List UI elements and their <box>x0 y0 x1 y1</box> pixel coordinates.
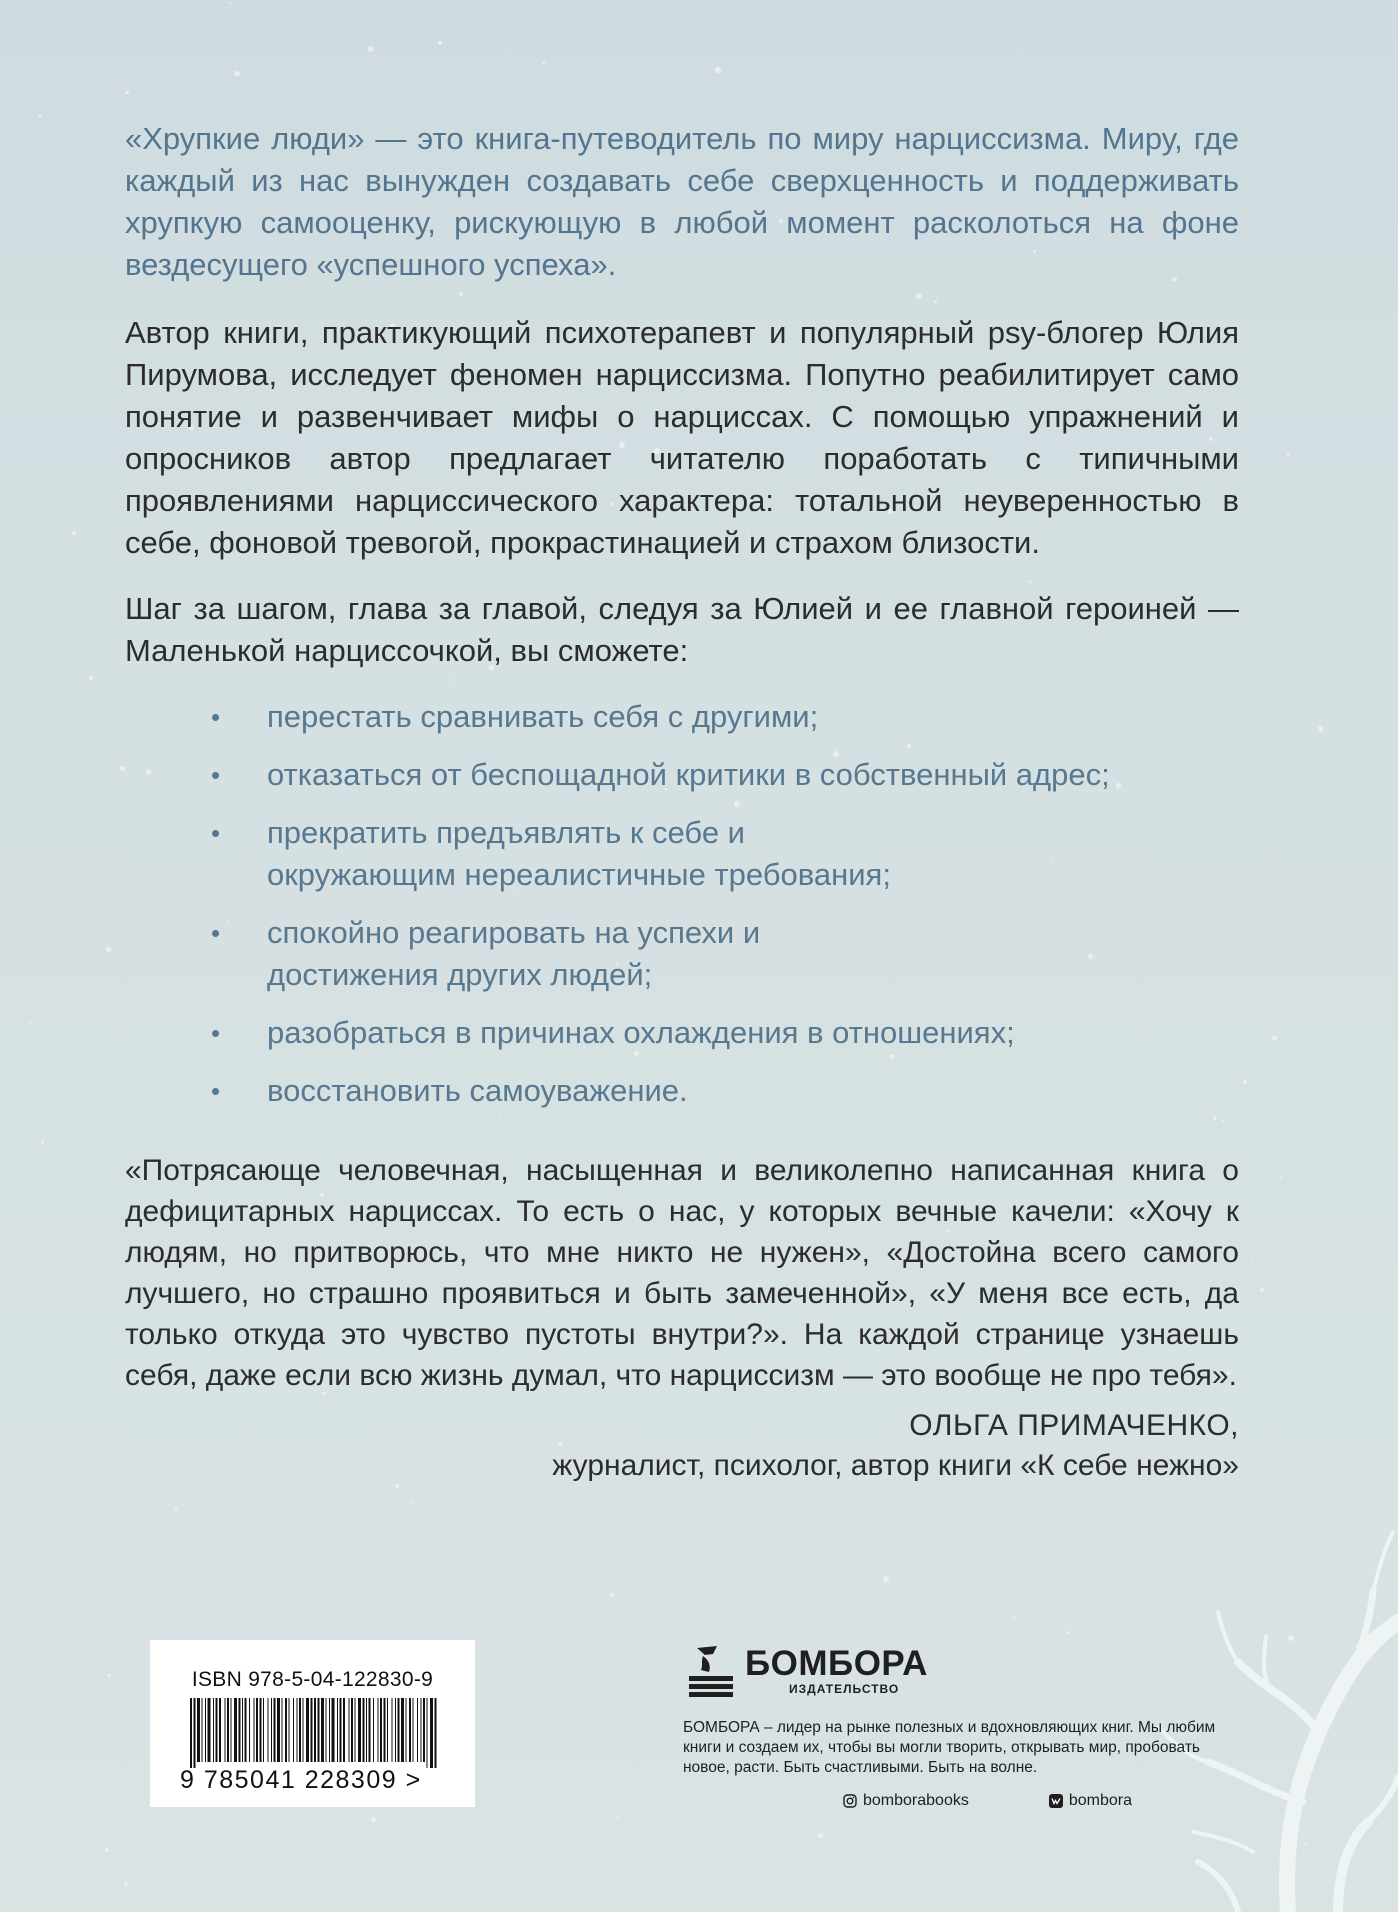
barcode-bar <box>366 1698 367 1762</box>
snow-speck <box>1013 1617 1016 1620</box>
barcode-bars <box>190 1698 440 1768</box>
barcode-bar <box>355 1698 356 1762</box>
snow-speck <box>229 2 232 5</box>
barcode-bar <box>299 1698 301 1762</box>
barcode-bar <box>274 1698 276 1762</box>
barcode-bar <box>384 1698 386 1762</box>
barcode-bar <box>369 1698 371 1762</box>
quote-attribution <box>125 1406 1239 1486</box>
snow-speck <box>1272 1036 1277 1041</box>
snow-speck <box>29 1021 31 1023</box>
barcode-bar <box>351 1698 353 1762</box>
author-paragraph: Автор книги, практикующий психотерапевт и популярный psy-блогер Юлия Пирумова, исследует феномен нарциссизма. Попутно реабилитирует само понятие и развенчивает мифы о нарциссах. С помощью упражнений и опросников автор предлагает читателю поработать с типичными проявлениями нарциссического характера: тотальной неуверенностью в себе, фоновой тревогой, прокрастинацией и страхом близости. <box>125 315 1239 560</box>
barcode-bar <box>427 1698 428 1768</box>
barcode-bar <box>363 1698 365 1762</box>
barcode-bar <box>332 1698 335 1762</box>
barcode-bar <box>242 1698 243 1762</box>
snow-speck <box>234 71 239 76</box>
snow-speck <box>38 115 41 118</box>
barcode-bar <box>245 1698 247 1762</box>
barcode-bar <box>271 1698 272 1762</box>
snow-speck <box>371 1817 376 1822</box>
social-link <box>843 1792 969 1810</box>
barcode-bar <box>205 1698 206 1762</box>
barcode-bar <box>395 1698 396 1762</box>
barcode-bar <box>197 1698 200 1762</box>
attribution-role: журналист, психолог, автор книги «К себе нежно» <box>552 1449 1239 1482</box>
snow-speck <box>105 1848 109 1852</box>
barcode-bar <box>216 1698 218 1762</box>
snow-speck <box>107 1674 110 1677</box>
vk-icon <box>1049 1794 1063 1808</box>
snow-speck <box>174 1507 178 1511</box>
barcode-bar <box>318 1698 320 1762</box>
instagram-icon <box>843 1794 857 1808</box>
barcode-bar <box>392 1698 393 1762</box>
barcode-bar <box>303 1698 304 1762</box>
snow-speck <box>438 41 442 45</box>
snow-speck <box>610 1593 614 1597</box>
publisher-description: БОМБОРА – лидер на рынке полезных и вдохновляющих книг. Мы любим книги и создаем их, чтобы вы могли творить, открывать мир, пробовать новое, расти. Быть счастливыми. Быть на волне. <box>683 1719 1216 1776</box>
barcode-bar <box>202 1698 203 1762</box>
barcode-bar <box>239 1698 241 1762</box>
lead-paragraph: «Хрупкие люди» — это книга-путеводитель по миру нарциссизма. Миру, где каждый из нас вынужден создавать себе сверхценность и поддерживать хрупкую самооценку, рискующую в любой момент расколоться на фоне вездесущего «успешного успеха». <box>125 121 1239 282</box>
barcode-bar <box>256 1698 258 1762</box>
snow-speck <box>617 1816 619 1818</box>
barcode-bar <box>343 1698 345 1762</box>
snow-speck <box>715 67 721 73</box>
barcode-bar <box>421 1698 422 1762</box>
publisher-socials <box>683 1792 1243 1810</box>
barcode-bar <box>208 1698 211 1762</box>
barcode-bar <box>227 1698 229 1762</box>
publisher-subtitle: ИЗДАТЕЛЬСТВО <box>789 1682 900 1696</box>
barcode-bar <box>234 1698 237 1762</box>
barcode-bar <box>190 1698 192 1768</box>
barcode-bar <box>213 1698 214 1762</box>
list-item: • спокойно реагировать на успехи и достижения других людей; <box>125 912 907 996</box>
barcode-bar <box>430 1698 433 1768</box>
barcode-bar <box>314 1698 316 1762</box>
publisher-brand <box>745 1646 928 1696</box>
barcode-bar <box>387 1698 388 1762</box>
social-handle: bomborabooks <box>863 1792 969 1809</box>
snow-speck <box>95 354 97 356</box>
snow-speck <box>72 531 76 535</box>
barcode-bar <box>289 1698 290 1762</box>
list-item: • перестать сравнивать себя с другими; <box>125 696 1239 738</box>
barcode-digits: 9 785041 228309 > <box>180 1766 422 1794</box>
barcode-bar <box>329 1698 330 1762</box>
barcode-bar <box>268 1698 269 1762</box>
barcode-bar <box>401 1698 404 1762</box>
steps-intro: Шаг за шагом, глава за главой, следуя за Юлией и ее главной героиней — Маленькой нарциссочкой, вы сможете: <box>125 591 1239 668</box>
list-item: • восстановить самоуважение. <box>125 1070 1239 1112</box>
barcode-bar <box>285 1698 287 1762</box>
barcode-bar <box>358 1698 361 1762</box>
barcode-bar <box>321 1698 324 1762</box>
snow-speck <box>368 46 374 52</box>
snow-speck <box>1243 1080 1247 1084</box>
barcode-bar <box>263 1698 264 1762</box>
list-item: • отказаться от беспощадной критики в собственный адрес; <box>125 754 1239 796</box>
barcode-bar <box>282 1698 283 1762</box>
barcode-bar <box>249 1698 250 1762</box>
snow-speck <box>1279 1177 1282 1180</box>
list-item: • прекратить предъявлять к себе и окружающим нереалистичные требования; <box>125 812 907 896</box>
snow-speck <box>1287 453 1289 455</box>
barcode-bar <box>413 1698 414 1762</box>
snow-speck <box>120 766 124 770</box>
isbn-label: ISBN 978-5-04-122830-9 <box>191 1668 434 1691</box>
barcode-bar <box>306 1698 309 1762</box>
barcode-bar <box>326 1698 327 1762</box>
snow-speck <box>106 947 111 952</box>
barcode-bar <box>349 1698 350 1762</box>
barcode-bar <box>254 1698 255 1762</box>
snow-speck <box>125 91 129 95</box>
social-handle: bombora <box>1068 1792 1132 1809</box>
review-quote: «Потрясающе человечная, насыщенная и великолепно написанная книга о дефицитарных нарциссах. То есть о нас, у которых вечные качели: «Хочу к людям, но притворюсь, что мне никто не нужен», «Достойна всего самого лучшего, но страшно проявиться и быть замеченной», «У меня все есть, да только откуда это чувство пустоты внутри?». На каждой странице узнаешь себя, даже если всю жизнь думал, что нарциссизм — это вообще не про тебя». <box>125 1154 1239 1392</box>
barcode-bar <box>219 1698 221 1762</box>
benefits-list <box>125 696 1239 1112</box>
barcode-bar <box>337 1698 338 1762</box>
snow-speck <box>89 676 93 680</box>
attribution-name: ОЛЬГА ПРИМАЧЕНКО, <box>909 1409 1239 1442</box>
list-item: • разобраться в причинах охлаждения в отношениях; <box>125 1012 1239 1054</box>
barcode-bar <box>378 1698 379 1762</box>
barcode-bar <box>398 1698 400 1762</box>
barcode-bar <box>260 1698 262 1762</box>
snow-speck <box>1318 726 1324 732</box>
barcode-bar <box>293 1698 294 1762</box>
barcode-bar <box>417 1698 418 1762</box>
snow-speck <box>1260 1288 1264 1292</box>
snow-speck <box>1250 1258 1252 1260</box>
snow-speck <box>818 1833 823 1838</box>
barcode-bar <box>423 1698 425 1762</box>
barcode-bar <box>225 1698 226 1762</box>
barcode-bar <box>373 1698 374 1762</box>
snow-speck <box>41 1141 44 1144</box>
snow-speck <box>542 61 545 64</box>
barcode-bar <box>340 1698 342 1762</box>
publisher-name: БОМБОРА <box>745 1644 928 1683</box>
barcode-bar <box>311 1698 313 1762</box>
social-link <box>1049 1792 1132 1810</box>
barcode-bar <box>406 1698 407 1762</box>
bombora-logo-icon <box>683 1640 739 1702</box>
barcode-bar <box>435 1698 437 1768</box>
barcode-bar <box>231 1698 232 1762</box>
isbn-barcode <box>150 1640 475 1807</box>
publisher-logo <box>683 1640 1243 1702</box>
barcode-bar <box>409 1698 411 1762</box>
snow-speck <box>883 1576 889 1582</box>
barcode-bar <box>277 1698 280 1762</box>
barcode-bar <box>194 1698 196 1768</box>
cover-text <box>125 118 1239 1486</box>
barcode-bar <box>297 1698 298 1762</box>
snow-speck <box>412 1502 415 1505</box>
publisher-block <box>683 1640 1243 1810</box>
snow-speck <box>124 1882 128 1886</box>
barcode-bar <box>380 1698 382 1762</box>
